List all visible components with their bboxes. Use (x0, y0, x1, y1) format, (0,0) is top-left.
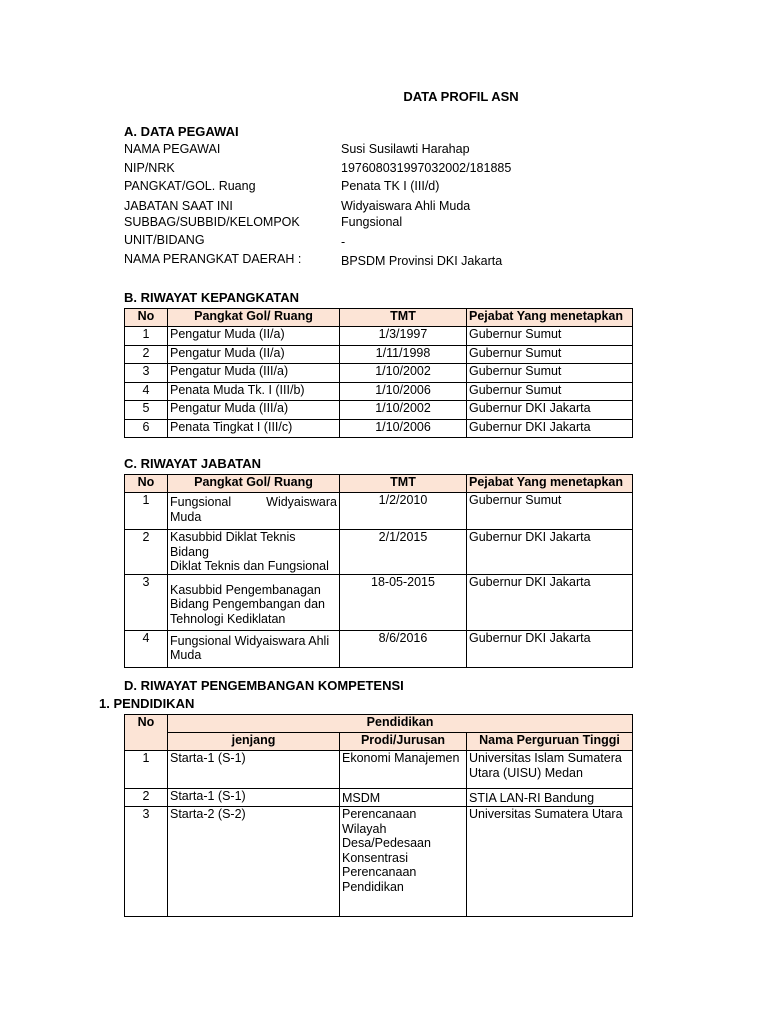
major-line: MSDM (342, 791, 381, 805)
position-line: Tehnologi Kediklatan (170, 611, 286, 626)
cell-major (340, 789, 467, 807)
major-line: Pendidikan (342, 879, 404, 894)
table-row (125, 401, 633, 420)
column-header: jenjang (168, 733, 340, 751)
table-header-row (125, 475, 633, 493)
table-row (125, 493, 633, 530)
column-header: Pangkat Gol/ Ruang (168, 475, 340, 493)
cell-no: 1 (125, 327, 168, 346)
cell-tmt: 1/11/1998 (340, 345, 467, 364)
position-line: Muda (170, 648, 202, 662)
field-label: SUBBAG/SUBBID/KELOMPOK (124, 214, 300, 229)
table-row (125, 382, 633, 401)
university-line: STIA LAN-RI Bandung (469, 791, 595, 805)
table-row (125, 327, 633, 346)
table-row (125, 574, 633, 630)
cell-no: 3 (125, 574, 168, 630)
field-label: JABATAN SAAT INI (124, 198, 233, 213)
cell-no: 4 (125, 630, 168, 667)
major-line: Ekonomi Manajemen (342, 751, 460, 765)
major-line: Perencanaan (342, 865, 417, 879)
cell-official: Gubernur Sumut (467, 493, 633, 530)
field-value: BPSDM Provinsi DKI Jakarta (341, 253, 503, 268)
cell-tmt: 1/10/2002 (340, 401, 467, 420)
column-header: TMT (340, 475, 467, 493)
field-value: 197608031997032002/181885 (341, 160, 512, 175)
cell-no: 2 (125, 345, 168, 364)
cell-university (467, 751, 633, 789)
cell-position (168, 630, 340, 667)
field-value: Widyaiswara Ahli Muda (341, 198, 471, 213)
column-header: Pejabat Yang menetapkan (467, 475, 633, 493)
cell-no: 3 (125, 807, 168, 917)
column-header: No (125, 309, 168, 327)
cell-no: 6 (125, 419, 168, 438)
cell-rank: Pengatur Muda (III/a) (168, 364, 340, 383)
cell-official: Gubernur Sumut (467, 382, 633, 401)
table-row (125, 530, 633, 575)
cell-no: 4 (125, 382, 168, 401)
cell-university (467, 807, 633, 917)
cell-official: Gubernur DKI Jakarta (467, 574, 633, 630)
table-row (125, 630, 633, 667)
cell-level: Starta-1 (S-1) (168, 789, 340, 807)
table-row (125, 807, 633, 917)
university-line: Utara (UISU) Medan (469, 765, 583, 780)
table-header-row (125, 309, 633, 327)
cell-rank: Penata Muda Tk. I (III/b) (168, 382, 340, 401)
position-line: Fungsional Widyaiswara Ahli (170, 633, 330, 648)
column-header: TMT (340, 309, 467, 327)
cell-official: Gubernur Sumut (467, 327, 633, 346)
field-label: NAMA PEGAWAI (124, 142, 221, 156)
table-row (125, 419, 633, 438)
cell-no: 3 (125, 364, 168, 383)
cell-no: 5 (125, 401, 168, 420)
field-value: - (341, 235, 346, 250)
cell-major (340, 751, 467, 789)
section-a-heading: A. DATA PEGAWAI (124, 124, 239, 139)
position-line: Bidang Pengembangan dan (170, 597, 325, 611)
section-c-heading: C. RIWAYAT JABATAN (124, 456, 261, 471)
page-title-text: DATA PROFIL ASN (403, 89, 519, 104)
cell-official: Gubernur DKI Jakarta (467, 401, 633, 420)
table-row (125, 345, 633, 364)
cell-rank: Pengatur Muda (II/a) (168, 345, 340, 364)
cell-no: 2 (125, 789, 168, 807)
cell-tmt: 2/1/2015 (340, 530, 467, 575)
column-header-no: No (125, 715, 168, 751)
cell-university (467, 789, 633, 807)
position-line: Fungsional Widyaiswara (170, 495, 337, 509)
cell-official: Gubernur Sumut (467, 364, 633, 383)
column-header: Pejabat Yang menetapkan (467, 309, 633, 327)
education-table (124, 714, 633, 917)
field-label: PANGKAT/GOL. Ruang (124, 179, 256, 194)
cell-no: 1 (125, 493, 168, 530)
cell-no: 2 (125, 530, 168, 575)
cell-tmt: 1/2/2010 (340, 493, 467, 530)
cell-official: Gubernur Sumut (467, 345, 633, 364)
major-line: Perencanaan Wilayah (342, 807, 417, 836)
education-subheading: 1. PENDIDIKAN (99, 696, 195, 711)
cell-major (340, 807, 467, 917)
position-history-table (124, 474, 633, 668)
field-label: NIP/NRK (124, 160, 175, 175)
table-row (125, 789, 633, 807)
table-header-row (125, 715, 633, 733)
position-line: Diklat Teknis dan Fungsional (170, 559, 329, 573)
table-row (125, 364, 633, 383)
column-header: Prodi/Jurusan (340, 733, 467, 751)
column-header: Pangkat Gol/ Ruang (168, 309, 340, 327)
field-value: Penata TK I (III/d) (341, 179, 440, 194)
column-header: Nama Perguruan Tinggi (467, 733, 633, 751)
rank-history-table (124, 308, 633, 438)
table-header-row (125, 733, 633, 751)
cell-tmt: 1/3/1997 (340, 327, 467, 346)
cell-position (168, 530, 340, 575)
position-line: Kasubbid Diklat Teknis Bidang (170, 530, 296, 559)
cell-rank: Pengatur Muda (III/a) (168, 401, 340, 420)
major-line: Desa/Pedesaan (342, 836, 431, 850)
cell-tmt: 18-05-2015 (340, 574, 467, 630)
column-header: No (125, 475, 168, 493)
field-value: Susi Susilawti Harahap (341, 142, 470, 156)
cell-official: Gubernur DKI Jakarta (467, 630, 633, 667)
university-line: Universitas Islam Sumatera (469, 751, 622, 765)
field-label: NAMA PERANGKAT DAERAH : (124, 251, 302, 266)
column-group-header: Pendidikan (168, 715, 633, 733)
major-line: Konsentrasi (342, 850, 409, 865)
cell-rank: Pengatur Muda (II/a) (168, 327, 340, 346)
cell-official: Gubernur DKI Jakarta (467, 419, 633, 438)
position-line: Muda (170, 509, 202, 524)
field-label: UNIT/BIDANG (124, 233, 205, 248)
cell-no: 1 (125, 751, 168, 789)
university-line: Universitas Sumatera Utara (469, 807, 623, 821)
cell-tmt: 1/10/2002 (340, 364, 467, 383)
cell-tmt: 1/10/2006 (340, 419, 467, 438)
cell-tmt: 8/6/2016 (340, 630, 467, 667)
position-line: Kasubbid Pengembanagan (170, 582, 321, 597)
field-value: Fungsional (341, 214, 403, 229)
table-row (125, 751, 633, 789)
page-title (0, 89, 768, 104)
cell-position (168, 493, 340, 530)
cell-level: Starta-1 (S-1) (168, 751, 340, 789)
section-b-heading: B. RIWAYAT KEPANGKATAN (124, 290, 300, 305)
cell-rank: Penata Tingkat I (III/c) (168, 419, 340, 438)
cell-level: Starta-2 (S-2) (168, 807, 340, 917)
cell-official: Gubernur DKI Jakarta (467, 530, 633, 575)
section-d-heading: D. RIWAYAT PENGEMBANGAN KOMPETENSI (124, 678, 404, 693)
cell-position (168, 574, 340, 630)
cell-tmt: 1/10/2006 (340, 382, 467, 401)
